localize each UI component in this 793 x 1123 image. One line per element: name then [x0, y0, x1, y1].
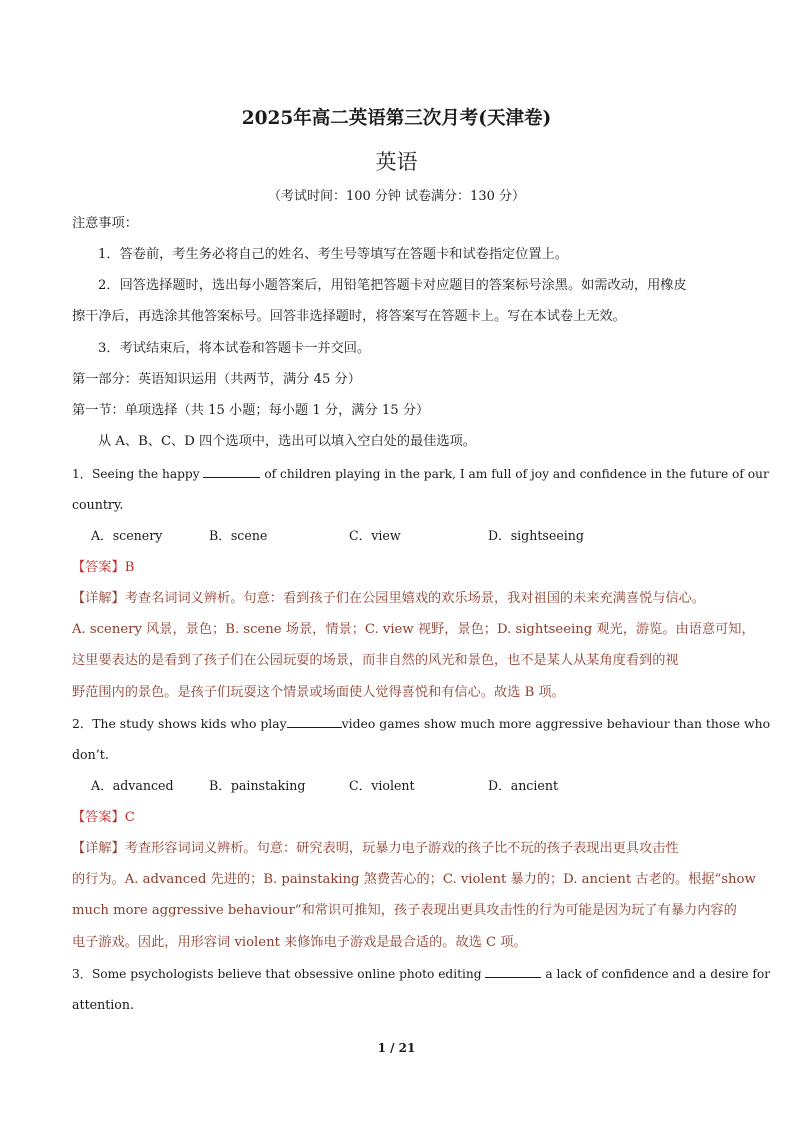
question-2-detail-2: 的行为。A. advanced 先进的；B. painstaking 煞费苦心的；C. violent 暴力的；D. ancient 古老的。根据“show — [72, 872, 756, 887]
answer-blank — [485, 965, 541, 978]
notes-heading: 注意事项： — [72, 216, 138, 231]
option-a: A．advanced — [91, 778, 174, 793]
section1-heading: 第一节：单项选择（共 15 小题；每小题 1 分，满分 15 分） — [72, 403, 430, 418]
question-3-stem-cont: attention. — [72, 997, 134, 1012]
option-c: C．violent — [349, 778, 415, 793]
option-b: B．painstaking — [209, 778, 306, 793]
option-c: C．view — [349, 528, 401, 543]
question-1-stem-cont: country. — [72, 497, 124, 512]
note-item-1: 1．答卷前，考生务必将自己的姓名、考生号等填写在答题卡和试卷指定位置上。 — [98, 247, 568, 262]
question-1-stem — [72, 464, 769, 484]
page-number: 1 / 21 — [377, 1041, 416, 1055]
option-a: A．scenery — [91, 528, 163, 543]
question-2-text-b: video games show much more aggressive behaviour than those who — [341, 716, 771, 731]
option-b: B．scene — [209, 528, 268, 543]
exam-info: （考试时间：100 分钟 试卷满分：130 分） — [267, 189, 526, 204]
subject-title: 英语 — [375, 150, 418, 174]
option-d: D．sightseeing — [488, 528, 584, 543]
option-d: D．ancient — [488, 778, 559, 793]
answer-blank — [203, 465, 260, 478]
question-3-text-a: 3．Some psychologists believe that obsessive online photo editing — [72, 967, 486, 981]
answer-blank — [287, 715, 342, 728]
question-2-detail-4: 电子游戏。因此，用形容词 violent 来修饰电子游戏是最合适的。故选 C 项。 — [72, 935, 527, 950]
question-2-stem-cont: don’t. — [72, 747, 109, 762]
question-2-text-a: 2．The study shows kids who play — [72, 716, 287, 731]
question-1-detail-2: A. scenery 风景，景色；B. scene 场景，情景；C. view 视野，景色；D. sightseeing 观光，游览。由语意可知， — [72, 622, 755, 637]
note-item-2: 2．回答选择题时，选出每小题答案后，用铅笔把答题卡对应题目的答案标号涂黑。如需改动，用橡皮 — [98, 278, 687, 293]
question-2-answer: 【答案】C — [72, 810, 135, 825]
question-2-detail-1: 【详解】考查形容词词义辨析。句意：研究表明，玩暴力电子游戏的孩子比不玩的孩子表现出更具攻击性 — [72, 841, 679, 856]
note-item-2-cont: 擦干净后，再选涂其他答案标号。回答非选择题时，将答案写在答题卡上。写在本试卷上无效。 — [72, 309, 626, 324]
part1-heading: 第一部分：英语知识运用（共两节，满分 45 分） — [72, 372, 361, 387]
question-2-detail-3: much more aggressive behaviour”和常识可推知，孩子表现出更具攻击性的行为可能是因为玩了有暴力内容的 — [72, 903, 737, 918]
exam-title: 2025年高二英语第三次月考(天津卷) — [241, 108, 552, 129]
question-3-text-b: a lack of confidence and a desire for — [541, 967, 771, 981]
question-1-detail-1: 【详解】考查名词词义辨析。句意：看到孩子们在公园里嬉戏的欢乐场景，我对祖国的未来充满喜悦与信心。 — [72, 591, 705, 606]
question-2-stem — [72, 714, 770, 734]
question-1-text-b: of children playing in the park, I am full of joy and confidence in the future of our — [260, 467, 769, 481]
note-item-3: 3．考试结束后，将本试卷和答题卡一并交回。 — [98, 341, 371, 356]
question-1-text-a: 1．Seeing the happy — [72, 467, 204, 481]
question-1-detail-3: 这里要表达的是看到了孩子们在公园玩耍的场景，而非自然的风光和景色，也不是某人从某角度看到的视 — [72, 653, 679, 668]
question-3-stem — [72, 964, 770, 984]
question-1-answer: 【答案】B — [72, 560, 135, 575]
question-1-detail-4: 野范围内的景色。是孩子们玩耍这个情景或场面使人觉得喜悦和有信心。故选 B 项。 — [72, 685, 565, 700]
section-instruction: 从 A、B、C、D 四个选项中，选出可以填入空白处的最佳选项。 — [98, 434, 476, 449]
